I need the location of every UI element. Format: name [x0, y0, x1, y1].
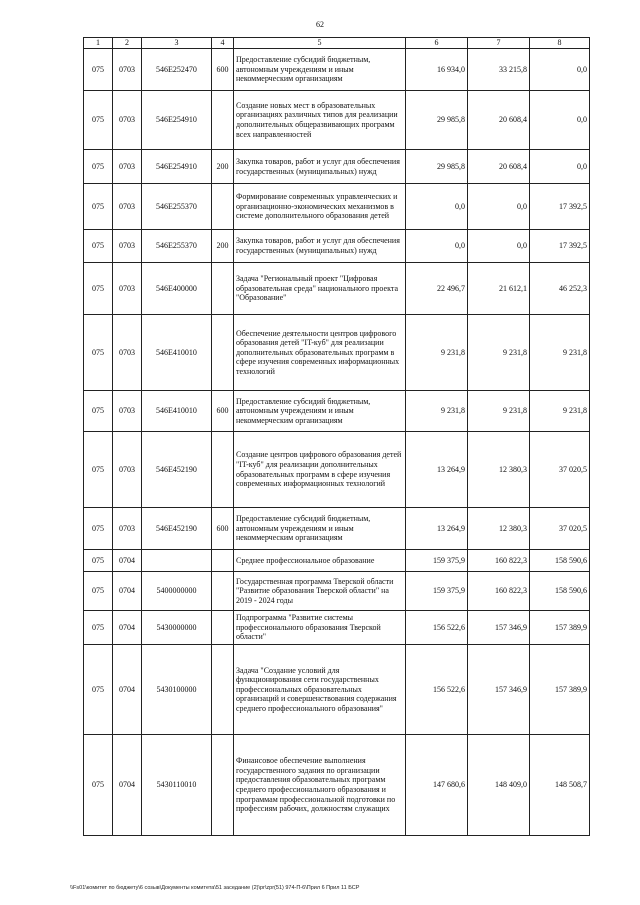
- table-row: [84, 508, 590, 550]
- amount-year1-cell: 9 231,8: [406, 315, 468, 391]
- amount-year3-cell: 0,0: [530, 49, 590, 91]
- target-article-cell: 546E452190: [142, 508, 212, 550]
- amount-year2-cell: 9 231,8: [468, 315, 530, 391]
- target-article-cell: 546E252470: [142, 49, 212, 91]
- agency-code-cell: 075: [84, 315, 113, 391]
- agency-code-cell: 075: [84, 184, 113, 230]
- target-article-cell: [142, 550, 212, 572]
- column-header: 5: [234, 38, 406, 49]
- agency-code-cell: 075: [84, 49, 113, 91]
- table-row: [84, 315, 590, 391]
- expense-type-cell: [212, 611, 234, 645]
- target-article-cell: 546E255370: [142, 184, 212, 230]
- amount-year1-cell: 29 985,8: [406, 91, 468, 150]
- column-header: 4: [212, 38, 234, 49]
- section-code-cell: 0703: [113, 230, 142, 263]
- amount-year2-cell: 0,0: [468, 184, 530, 230]
- expense-type-cell: [212, 315, 234, 391]
- column-header: 1: [84, 38, 113, 49]
- table-row: [84, 263, 590, 315]
- amount-year3-cell: 17 392,5: [530, 184, 590, 230]
- agency-code-cell: 075: [84, 91, 113, 150]
- expense-type-cell: [212, 735, 234, 836]
- target-article-cell: 5400000000: [142, 572, 212, 611]
- agency-code-cell: 075: [84, 645, 113, 735]
- expense-type-cell: 200: [212, 230, 234, 263]
- target-article-cell: 546E410010: [142, 391, 212, 432]
- description-cell: Обеспечение деятельности центров цифрового образования детей "IT-куб" для реализации дополнительных образовательных программ в сфере изучения современных информационных технологий: [234, 315, 406, 391]
- description-cell: Предоставление субсидий бюджетным, автономным учреждениям и иным некоммерческим организациям: [234, 391, 406, 432]
- amount-year2-cell: 12 380,3: [468, 508, 530, 550]
- section-code-cell: 0703: [113, 91, 142, 150]
- amount-year2-cell: 33 215,8: [468, 49, 530, 91]
- section-code-cell: 0703: [113, 150, 142, 184]
- budget-table: [83, 37, 590, 836]
- description-cell: Создание центров цифрового образования детей "IT-куб" для реализации дополнительных образовательных программ в сфере изучения современных информационных технологий: [234, 432, 406, 508]
- table-row: [84, 150, 590, 184]
- amount-year3-cell: 148 508,7: [530, 735, 590, 836]
- target-article-cell: 546E254910: [142, 91, 212, 150]
- amount-year2-cell: 160 822,3: [468, 572, 530, 611]
- target-article-cell: 546E254910: [142, 150, 212, 184]
- expense-type-cell: 600: [212, 391, 234, 432]
- table-row: [84, 611, 590, 645]
- column-header: 2: [113, 38, 142, 49]
- amount-year2-cell: 157 346,9: [468, 645, 530, 735]
- agency-code-cell: 075: [84, 572, 113, 611]
- section-code-cell: 0704: [113, 572, 142, 611]
- expense-type-cell: 600: [212, 49, 234, 91]
- description-cell: Задача "Региональный проект "Цифровая образовательная среда" национального проекта "Образование": [234, 263, 406, 315]
- amount-year2-cell: 148 409,0: [468, 735, 530, 836]
- amount-year2-cell: 12 380,3: [468, 432, 530, 508]
- section-code-cell: 0703: [113, 263, 142, 315]
- target-article-cell: 5430100000: [142, 645, 212, 735]
- section-code-cell: 0703: [113, 432, 142, 508]
- amount-year2-cell: 160 822,3: [468, 550, 530, 572]
- expense-type-cell: [212, 263, 234, 315]
- section-code-cell: 0703: [113, 315, 142, 391]
- description-cell: Задача "Создание условий для функционирования сети государственных профессиональных образовательных организаций и совершенствования содержания среднего профессионального образования": [234, 645, 406, 735]
- agency-code-cell: 075: [84, 230, 113, 263]
- section-code-cell: 0704: [113, 611, 142, 645]
- amount-year3-cell: 46 252,3: [530, 263, 590, 315]
- description-cell: Предоставление субсидий бюджетным, автономным учреждениям и иным некоммерческим организациям: [234, 49, 406, 91]
- target-article-cell: 5430110010: [142, 735, 212, 836]
- agency-code-cell: 075: [84, 150, 113, 184]
- table-row: [84, 735, 590, 836]
- table-row: [84, 432, 590, 508]
- section-code-cell: 0703: [113, 508, 142, 550]
- amount-year3-cell: 157 389,9: [530, 645, 590, 735]
- amount-year2-cell: 20 608,4: [468, 91, 530, 150]
- amount-year1-cell: 13 264,9: [406, 508, 468, 550]
- column-header: 7: [468, 38, 530, 49]
- amount-year3-cell: 0,0: [530, 150, 590, 184]
- amount-year1-cell: 22 496,7: [406, 263, 468, 315]
- agency-code-cell: 075: [84, 508, 113, 550]
- target-article-cell: 546E255370: [142, 230, 212, 263]
- agency-code-cell: 075: [84, 735, 113, 836]
- target-article-cell: 5430000000: [142, 611, 212, 645]
- column-header: 3: [142, 38, 212, 49]
- amount-year3-cell: 158 590,6: [530, 550, 590, 572]
- table-row: [84, 230, 590, 263]
- description-cell: Среднее профессиональное образование: [234, 550, 406, 572]
- file-path-footer: \\Fs01\комитет по бюджету\6 созыв\Документы комитета\51 заседание (2)\pr\zpr(51) 974-П-6\Прил 6 Прил 11 БСР: [70, 885, 360, 891]
- amount-year1-cell: 13 264,9: [406, 432, 468, 508]
- column-header: 8: [530, 38, 590, 49]
- amount-year3-cell: 17 392,5: [530, 230, 590, 263]
- target-article-cell: 546E400000: [142, 263, 212, 315]
- amount-year1-cell: 156 522,6: [406, 611, 468, 645]
- amount-year3-cell: 37 020,5: [530, 508, 590, 550]
- page-number: 62: [316, 20, 324, 29]
- amount-year2-cell: 9 231,8: [468, 391, 530, 432]
- agency-code-cell: 075: [84, 391, 113, 432]
- table-row: [84, 572, 590, 611]
- expense-type-cell: [212, 184, 234, 230]
- expense-type-cell: [212, 432, 234, 508]
- table-row: [84, 550, 590, 572]
- description-cell: Подпрограмма "Развитие системы профессионального образования Тверской области": [234, 611, 406, 645]
- amount-year3-cell: 157 389,9: [530, 611, 590, 645]
- agency-code-cell: 075: [84, 432, 113, 508]
- table-row: [84, 645, 590, 735]
- description-cell: Предоставление субсидий бюджетным, автономным учреждениям и иным некоммерческим организациям: [234, 508, 406, 550]
- amount-year3-cell: 0,0: [530, 91, 590, 150]
- amount-year3-cell: 37 020,5: [530, 432, 590, 508]
- column-header: 6: [406, 38, 468, 49]
- amount-year3-cell: 9 231,8: [530, 315, 590, 391]
- amount-year2-cell: 157 346,9: [468, 611, 530, 645]
- amount-year1-cell: 9 231,8: [406, 391, 468, 432]
- agency-code-cell: 075: [84, 611, 113, 645]
- section-code-cell: 0703: [113, 391, 142, 432]
- expense-type-cell: [212, 550, 234, 572]
- amount-year3-cell: 158 590,6: [530, 572, 590, 611]
- amount-year2-cell: 21 612,1: [468, 263, 530, 315]
- table-row: [84, 91, 590, 150]
- description-cell: Государственная программа Тверской области "Развитие образования Тверской области" на 2019 - 2024 годы: [234, 572, 406, 611]
- expense-type-cell: [212, 91, 234, 150]
- description-cell: Создание новых мест в образовательных организациях различных типов для реализации дополнительных общеразвивающих программ всех направленностей: [234, 91, 406, 150]
- amount-year2-cell: 0,0: [468, 230, 530, 263]
- table-row: [84, 391, 590, 432]
- section-code-cell: 0704: [113, 645, 142, 735]
- section-code-cell: 0704: [113, 550, 142, 572]
- amount-year1-cell: 0,0: [406, 230, 468, 263]
- amount-year1-cell: 29 985,8: [406, 150, 468, 184]
- amount-year1-cell: 156 522,6: [406, 645, 468, 735]
- description-cell: Закупка товаров, работ и услуг для обеспечения государственных (муниципальных) нужд: [234, 150, 406, 184]
- agency-code-cell: 075: [84, 263, 113, 315]
- section-code-cell: 0704: [113, 735, 142, 836]
- table-row: [84, 184, 590, 230]
- description-cell: Формирование современных управленческих и организационно-экономических механизмов в системе дополнительного образования детей: [234, 184, 406, 230]
- amount-year1-cell: 16 934,0: [406, 49, 468, 91]
- section-code-cell: 0703: [113, 49, 142, 91]
- amount-year3-cell: 9 231,8: [530, 391, 590, 432]
- description-cell: Финансовое обеспечение выполнения государственного задания по организации предоставления образовательных программ среднего профессионального образования и программам профессиональной подготовки по профессиям рабочих, должностям служащих: [234, 735, 406, 836]
- amount-year1-cell: 0,0: [406, 184, 468, 230]
- expense-type-cell: [212, 645, 234, 735]
- target-article-cell: 546E410010: [142, 315, 212, 391]
- amount-year2-cell: 20 608,4: [468, 150, 530, 184]
- table-row: [84, 49, 590, 91]
- amount-year1-cell: 147 680,6: [406, 735, 468, 836]
- amount-year1-cell: 159 375,9: [406, 572, 468, 611]
- expense-type-cell: 600: [212, 508, 234, 550]
- expense-type-cell: [212, 572, 234, 611]
- amount-year1-cell: 159 375,9: [406, 550, 468, 572]
- section-code-cell: 0703: [113, 184, 142, 230]
- expense-type-cell: 200: [212, 150, 234, 184]
- agency-code-cell: 075: [84, 550, 113, 572]
- header-row: [84, 38, 590, 49]
- target-article-cell: 546E452190: [142, 432, 212, 508]
- description-cell: Закупка товаров, работ и услуг для обеспечения государственных (муниципальных) нужд: [234, 230, 406, 263]
